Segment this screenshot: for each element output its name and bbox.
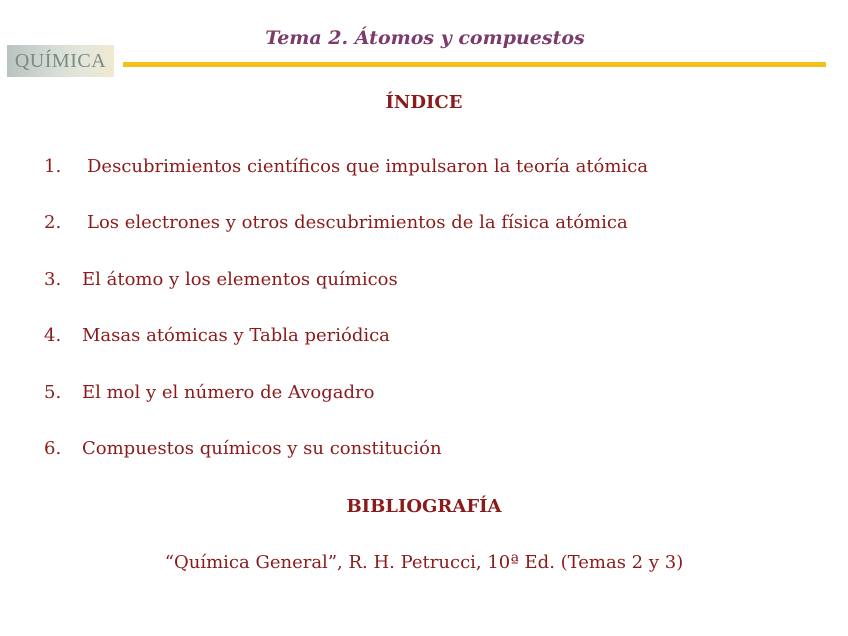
index-item-text: El átomo y los elementos químicos xyxy=(82,269,398,290)
index-item-text: Descubrimientos científicos que impulsaron la teoría atómica xyxy=(87,156,649,177)
index-item-number: 4. xyxy=(44,325,62,346)
index-item-number: 1. xyxy=(44,156,62,177)
index-item-text: Masas atómicas y Tabla periódica xyxy=(82,325,390,346)
logo-text: QUÍMICA xyxy=(14,49,107,72)
index-item-text: Los electrones y otros descubrimientos de la física atómica xyxy=(87,212,628,233)
index-item xyxy=(44,212,628,233)
quimica-logo xyxy=(7,45,114,77)
index-item-number: 2. xyxy=(44,212,62,233)
index-item xyxy=(44,269,398,290)
index-item xyxy=(44,382,374,403)
index-item xyxy=(44,156,648,177)
bibliography-heading: BIBLIOGRAFÍA xyxy=(346,496,502,517)
index-item xyxy=(44,325,390,346)
index-item-text: Compuestos químicos y su constitución xyxy=(82,438,442,459)
bibliography-reference: “Química General”, R. H. Petrucci, 10ª Ed. (Temas 2 y 3) xyxy=(164,552,684,573)
header-rule xyxy=(123,62,826,67)
slide-title: Tema 2. Átomos y compuestos xyxy=(265,27,585,49)
index-item-number: 5. xyxy=(44,382,62,403)
index-item xyxy=(44,438,442,459)
index-item-number: 6. xyxy=(44,438,62,459)
index-item-number: 3. xyxy=(44,269,62,290)
index-heading: ÍNDICE xyxy=(385,92,463,113)
index-item-text: El mol y el número de Avogadro xyxy=(82,382,375,403)
